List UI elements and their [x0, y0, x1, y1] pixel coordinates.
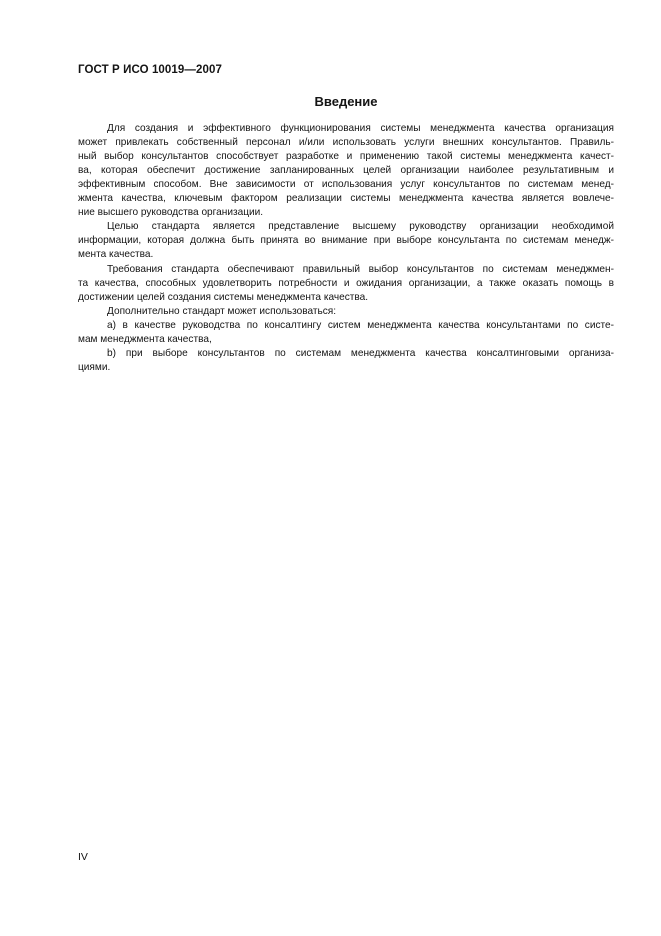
text-line: информации, которая должна быть принята во внимание при выборе консультанта по системам менедж-	[78, 235, 614, 246]
page-number: IV	[78, 851, 88, 863]
text-line: достижении целей создания системы менеджмента качества.	[78, 292, 369, 303]
text-line: та качества, способных удовлетворить потребности и ожидания организации, а также оказать помощь в	[78, 278, 614, 289]
text-line: ва, которая обеспечит достижение запланированных целей организации наиболее результативным и	[78, 165, 614, 176]
document-header: ГОСТ Р ИСО 10019—2007	[78, 64, 223, 76]
text-line: Дополнительно стандарт может использоваться:	[107, 306, 337, 317]
text-line: циями.	[78, 362, 111, 373]
text-line: Целью стандарта является представление высшему руководству организации необходимой	[107, 221, 614, 232]
text-line: мента качества.	[78, 249, 154, 260]
text-line: мам менеджмента качества,	[78, 334, 212, 345]
text-line: Требования стандарта обеспечивают правильный выбор консультантов по системам менеджмен-	[107, 264, 614, 275]
text-line: эффективным способом. Вне зависимости от использования услуг консультантов по системам менед-	[78, 179, 614, 190]
text-line: Для создания и эффективного функционирования системы менеджмента качества организация	[107, 123, 614, 134]
text-line: жмента качества, ключевым фактором реализации системы менеджмента качества является вовлече-	[78, 193, 614, 204]
text-line: b) при выборе консультантов по системам менеджмента качества консалтинговыми организа-	[107, 348, 614, 359]
text-line: a) в качестве руководства по консалтингу систем менеджмента качества консультантами по систе-	[107, 320, 614, 331]
section-title: Введение	[314, 94, 378, 109]
text-line: ный выбор консультантов способствует разработке и применению такой системы менеджмента качест-	[78, 151, 614, 162]
text-line: ние высшего руководства организации.	[78, 207, 264, 218]
text-line: может привлекать собственный персонал и/или использовать услуги внешних консультантов. Правиль-	[78, 137, 614, 148]
